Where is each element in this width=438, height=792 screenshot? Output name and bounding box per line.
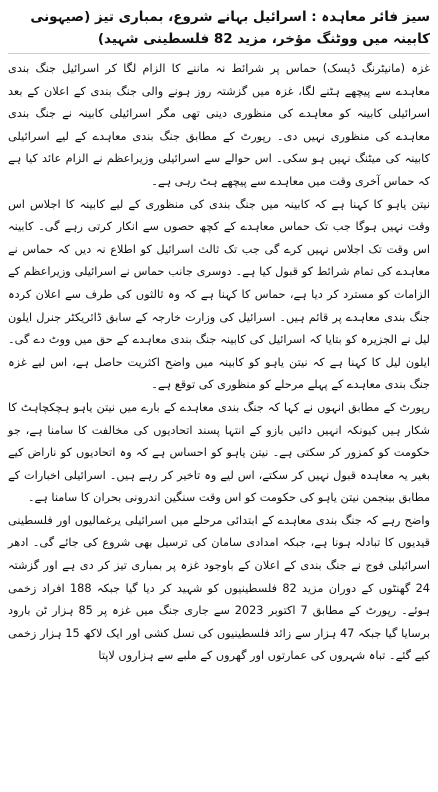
paragraph: نیتن یاہو کا کہنا ہے کہ کابینہ میں جنگ بندی کی منظوری کے لیے کابینہ کا اجلاس اس وقت نہیں ہوگا جب تک حماس معاہدے کے کچھ حصوں سے انکار کرتی رہے گی۔ کابینہ اس وقت تک اجلاس نہیں کرے گی جب تک ثالث اسرائیل کو اطلاع نہ دیں کہ حماس نے معاہدے کی تمام شرائط کو قبول کیا ہے۔ دوسری جانب حماس نے اسرائیلی وزیراعظم کے الزامات کو مسترد کر دیا ہے، حماس کا کہنا ہے کہ وہ ثالثوں کی طرف سے اعلان کردہ جنگ بندی معاہدے پر قائم ہیں۔ اسرائیل کی وزارت خارجہ کے سابق ڈائریکٹر جنرل ایلون لیل نے الجزیرہ کو بتایا کہ اسرائیل کی کابینہ جنگ بندی معاہدے کے حق میں ووٹ دے گی۔ ایلون لیل کا کہنا ہے کہ نیتن یاہو کو کابینہ میں واضح اکثریت حاصل ہے، اس لیے غزہ جنگ بندی معاہدے کے پہلے مرحلے کو منظوری کی توقع ہے۔	[8, 197, 430, 392]
article-body	[8, 58, 430, 668]
paragraph: غزہ (مانیٹرنگ ڈیسک) حماس پر شرائط نہ ماننے کا الزام لگا کر اسرائیل جنگ بندی معاہدے سے پیچھے ہٹنے لگا، غزہ میں گزشتہ روز ہونے والی جنگ بندی کے اعلان کے بعد اسرائیلی کابینہ کو معاہدے کی منظوری دینی تھی مگر اسرائیلی کابینہ نے جنگ بندی معاہدے کی منظوری نہیں دی۔ رپورٹ کے مطابق جنگ بندی معاہدے کے لیے اسرائیلی کابینہ کی میٹنگ نہیں ہو سکی۔ اس حوالے سے اسرائیلی وزیراعظم نے الزام عائد کیا ہے کہ حماس آخری وقت میں معاہدے سے پیچھے ہٹ رہی ہے۔	[8, 62, 430, 188]
headline: سیز فائر معاہدہ : اسرائیل بہانے شروع، بمباری تیز (صیہونی کابینہ میں ووٹنگ مؤخر، مزید 82 فلسطینی شہید)	[8, 6, 430, 54]
paragraph: واضح رہے کہ جنگ بندی معاہدے کے ابتدائی مرحلے میں اسرائیلی یرغمالیوں اور فلسطینی قیدیوں کا تبادلہ ہونا ہے، جبکہ امدادی سامان کی ترسیل بھی شروع کی جائے گی۔ ادھر اسرائیلی فوج نے جنگ بندی کے اعلان کے باوجود غزہ پر بمباری تیز کر دی ہے اور گزشتہ 24 گھنٹوں کے دوران مزید 82 فلسطینیوں کو شہید کر دیا گیا جبکہ 188 افراد زخمی ہوئے۔ رپورٹ کے مطابق 7 اکتوبر 2023 سے جاری جنگ میں غزہ پر 85 ہزار ٹن بارود برسایا گیا جبکہ 47 ہزار سے زائد فلسطینیوں کی نسل کشی اور ایک لاکھ 15 ہزار زخمی کیے گئے۔ تباہ شہروں کی عمارتوں اور گھروں کے ملبے سے ہزاروں لاپتا	[8, 513, 431, 663]
paragraph: رپورٹ کے مطابق انہوں نے کہا کہ جنگ بندی معاہدے کے بارے میں نیتن یاہو ہچکچاہٹ کا شکار ہیں کیونکہ انہیں دائیں بازو کے انتہا پسند اتحادیوں کی مخالفت کا سامنا ہے، جو حکومت کو کمزور کر سکتی ہے۔ نیتن یاہو کو احساس ہے کہ وہ اتحادیوں کو ناراض کیے بغیر یہ معاہدہ قبول نہیں کر سکتے، اس لیے وہ تاخیر کر رہے ہیں۔ اسرائیلی اخبارات کے مطابق بینجمن نیتن یاہو کی حکومت کو اس وقت سنگین اندرونی بحران کا سامنا ہے۔	[8, 400, 430, 505]
